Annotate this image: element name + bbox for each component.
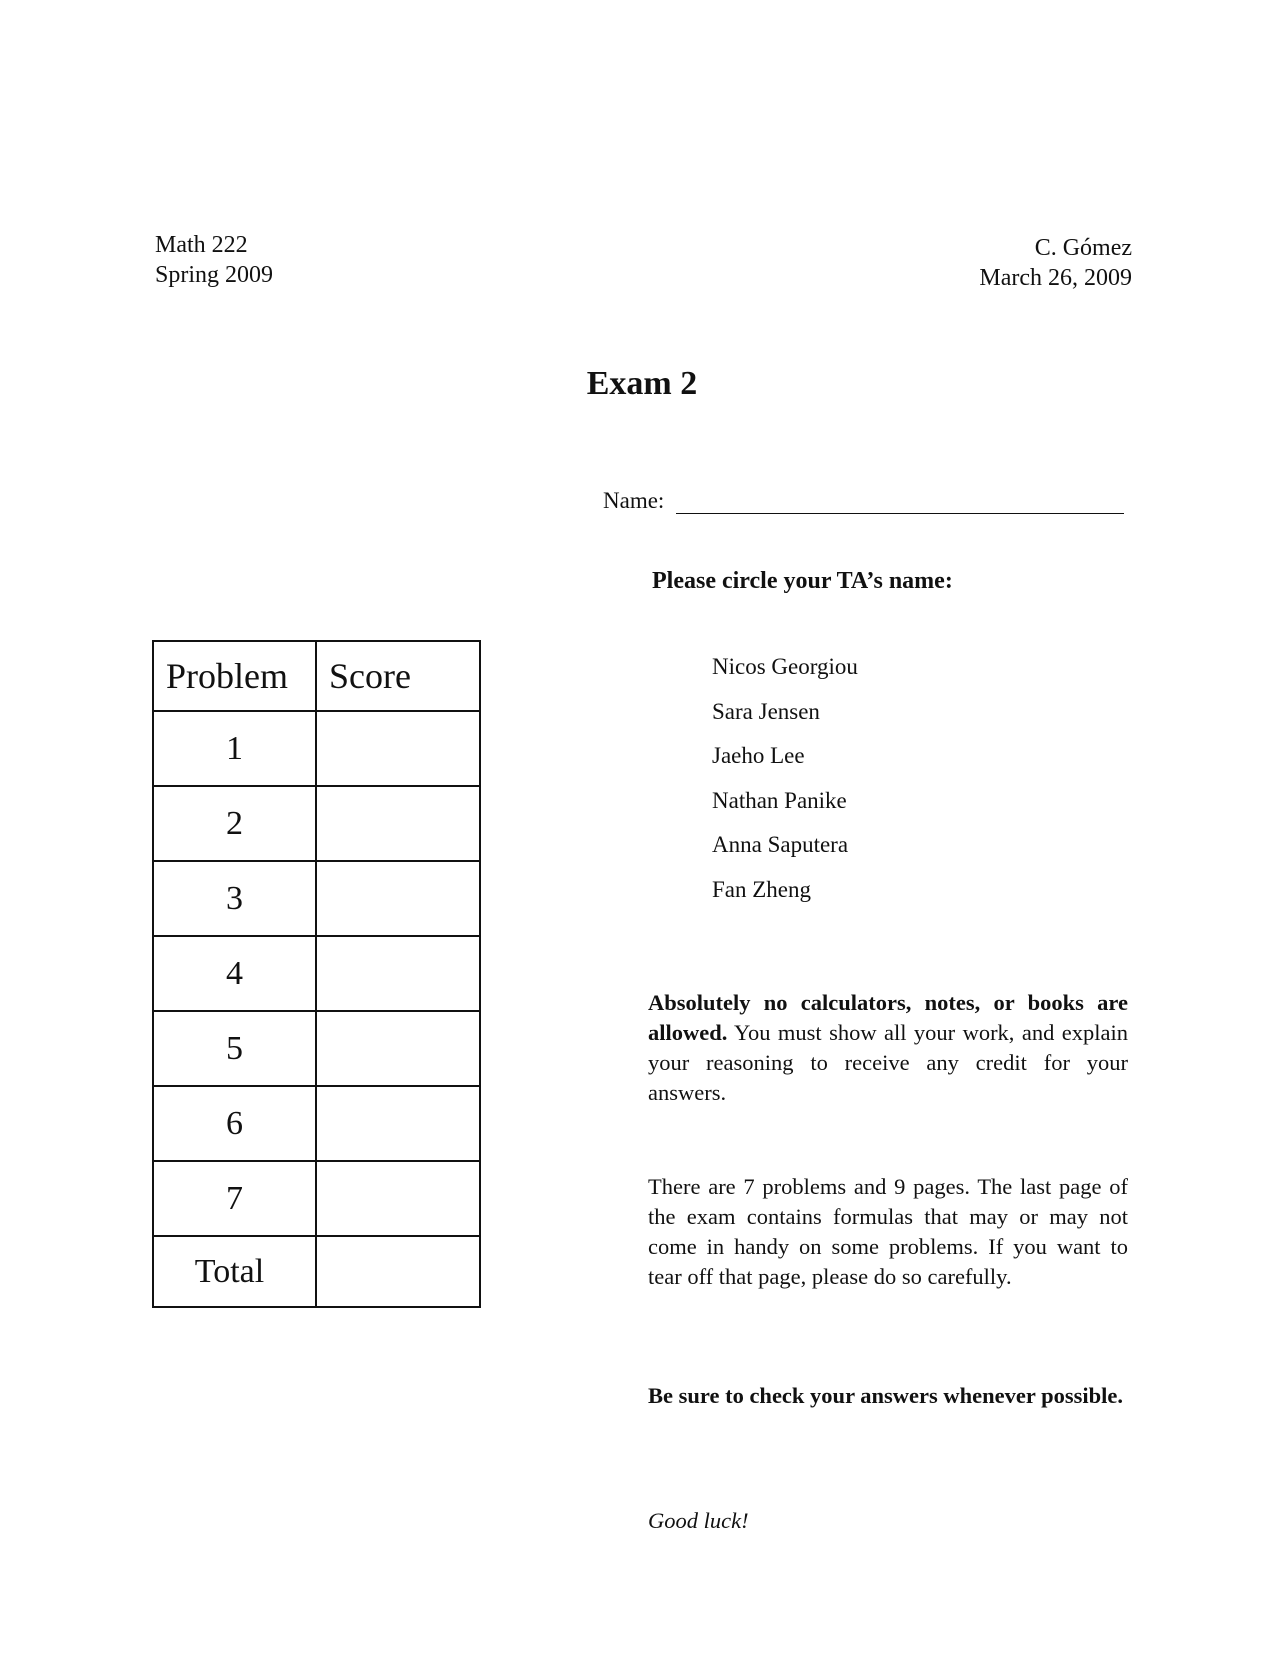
good-luck-text: Good luck! (648, 1508, 749, 1533)
exam-date: March 26, 2009 (979, 265, 1132, 291)
score-cell[interactable] (316, 1161, 480, 1236)
ta-name[interactable]: Jaeho Lee (712, 743, 805, 768)
problem-number: 5 (153, 1011, 316, 1086)
problem-number: 3 (153, 861, 316, 936)
rules-paragraph (648, 988, 1128, 1108)
score-table (152, 640, 481, 1308)
table-row (153, 1161, 480, 1236)
ta-prompt: Please circle your TA’s name: (652, 568, 953, 594)
course-term: Spring 2009 (155, 262, 274, 288)
course-info (155, 230, 273, 290)
table-row (153, 1086, 480, 1161)
name-label: Name: (603, 488, 665, 513)
score-cell[interactable] (316, 936, 480, 1011)
table-row (153, 786, 480, 861)
course-number: Math 222 (155, 232, 248, 258)
name-field[interactable] (603, 488, 1124, 514)
check-answers-paragraph: Be sure to check your answers whenever possible. (648, 1383, 1123, 1408)
score-column-header: Score (316, 641, 480, 711)
table-row (153, 711, 480, 786)
rules-text: You must show all your work, and explain your reasoning to receive any credit for your answers. (648, 1020, 1128, 1105)
problem-number: 2 (153, 786, 316, 861)
problem-number: 6 (153, 1086, 316, 1161)
problem-number: 4 (153, 936, 316, 1011)
score-cell[interactable] (316, 786, 480, 861)
score-cell[interactable] (316, 1011, 480, 1086)
rules-emphasis: Absolutely no calculators, notes, or books are allowed. (648, 990, 1128, 1045)
total-score-cell[interactable] (316, 1236, 480, 1307)
score-cell[interactable] (316, 861, 480, 936)
total-label: Total (153, 1236, 316, 1307)
table-row (153, 936, 480, 1011)
ta-list (712, 645, 858, 912)
problem-number: 1 (153, 711, 316, 786)
exam-info (979, 233, 1132, 293)
table-row (153, 1011, 480, 1086)
instructor-name: C. Gómez (1034, 235, 1132, 261)
problem-number: 7 (153, 1161, 316, 1236)
score-cell[interactable] (316, 711, 480, 786)
ta-name[interactable]: Fan Zheng (712, 876, 812, 902)
name-blank-line[interactable] (676, 491, 1124, 514)
ta-name[interactable]: Sara Jensen (712, 698, 820, 724)
score-table-header-row (153, 641, 480, 711)
ta-name[interactable]: Nicos Georgiou (712, 654, 858, 679)
ta-name[interactable]: Nathan Panike (712, 787, 847, 813)
ta-name[interactable]: Anna Saputera (712, 832, 849, 857)
score-cell[interactable] (316, 1086, 480, 1161)
exam-structure-paragraph: There are 7 problems and 9 pages. The last page of the exam contains formulas that may or may not come in handy on some problems. If you want to tear off that page, please do so carefully. (648, 1174, 1128, 1289)
exam-title: Exam 2 (586, 365, 698, 402)
problem-column-header: Problem (153, 641, 316, 711)
total-row (153, 1236, 480, 1307)
table-row (153, 861, 480, 936)
